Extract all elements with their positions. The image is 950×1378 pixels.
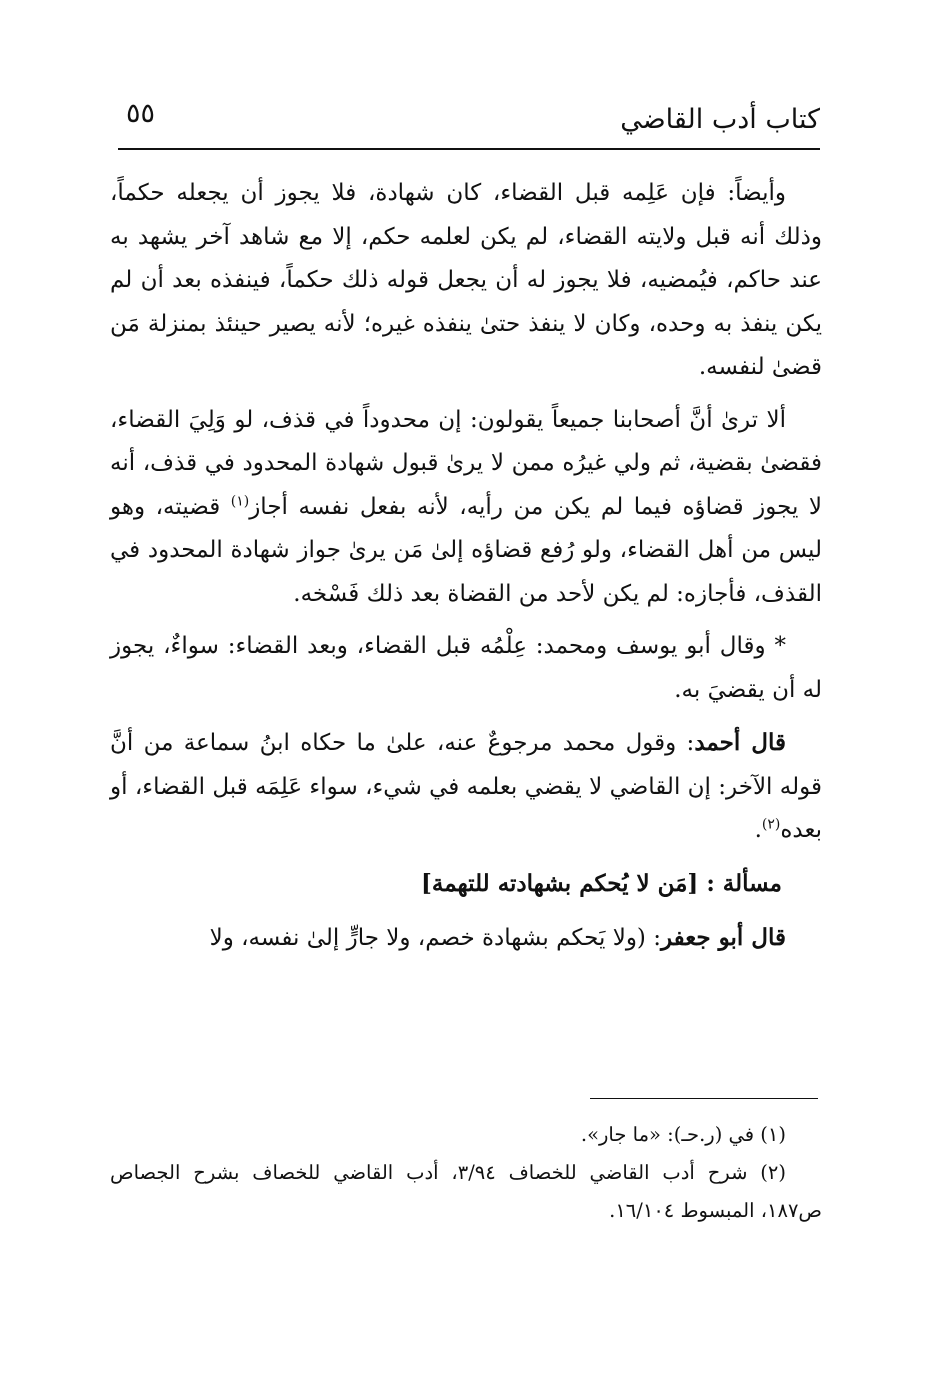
header-divider xyxy=(118,148,820,150)
footnote-ref-1[interactable]: (١) xyxy=(230,492,250,509)
paragraph-5-text: : (ولا يَحكم بشهادة خصم، ولا جارٍّ إلىٰ نفسه، ولا xyxy=(209,925,661,951)
page-number: ٥٥ xyxy=(126,98,156,129)
issue-heading: مسألة : [مَن لا يُحكم بشهادته للتهمة] xyxy=(421,869,782,897)
paragraph-3: * وقال أبو يوسف ومحمد: عِلْمُه قبل القضاء، وبعد القضاء: سواءٌ، يجوز له أن يقضيَ به. xyxy=(110,633,822,703)
paragraph-2-text-a: ألا ترىٰ أنَّ أصحابنا جميعاً يقولون: إن محدوداً في قذف، لو وَلِيَ القضاء، فقضىٰ بقضية، ثم ولي غيرُه ممن لا يرىٰ قبول شهادة المحدود في قذف، أنه لا يجوز قضاؤه فيما لم يكن من رأيه، لأنه بفعل نفسه أجاز xyxy=(110,406,822,520)
main-text xyxy=(110,172,822,970)
footnote-1: (١) في (ر.حـ): «ما جار». xyxy=(580,1123,786,1146)
paragraph-4 xyxy=(110,721,822,853)
footnote-divider xyxy=(590,1098,818,1099)
running-title: كتاب أدب القاضي xyxy=(620,104,820,135)
footnotes xyxy=(110,1116,822,1230)
page-header xyxy=(118,96,820,146)
paragraph-4-text-a: : وقول محمد مرجوعٌ عنه، علىٰ ما حكاه ابنُ سماعة من أنَّ قوله الآخر: إن القاضي لا يقضي بعلمه في شيء، سواء عَلِمَه قبل القضاء، أو بعده xyxy=(110,730,822,843)
paragraph-4-text-b: . xyxy=(754,817,762,843)
footnote-ref-2[interactable]: (٢) xyxy=(761,816,781,833)
paragraph-2-text-b: قضيته، وهو ليس من أهل القضاء، ولو رُفع قضاؤه إلىٰ مَن يرىٰ جواز شهادة المحدود في القذف، فأجازه: لم يكن لأحد من القضاة بعد ذلك فَسْخه. xyxy=(110,493,822,607)
paragraph-5 xyxy=(110,916,822,961)
paragraph-2 xyxy=(110,399,822,617)
speaker-abu-jafar: قال أبو جعفر xyxy=(660,924,786,951)
paragraph-1: وأيضاً: فإن عَلِمه قبل القضاء، كان شهادة، فلا يجوز أن يجعله حكماً، وذلك أنه قبل ولايته القضاء، لم يكن لعلمه حكم، إلا مع شاهد آخر يشهد به عند حاكم، فيُمضيه، فلا يجوز له أن يجعل قوله ذلك حكماً، فينفذه بعد أن لم يكن ينفذ به وحده، وكان لا ينفذ حتىٰ ينفذه غيره؛ لأنه يصير حينئذ بمنزلة مَن قضىٰ لنفسه. xyxy=(110,180,822,380)
speaker-ahmad: قال أحمد xyxy=(694,729,786,756)
footnote-2: (٢) شرح أدب القاضي للخصاف ٣/٩٤، أدب القاضي للخصاف بشرح الجصاص ص١٨٧، المبسوط ١٦/١٠٤. xyxy=(110,1161,822,1222)
